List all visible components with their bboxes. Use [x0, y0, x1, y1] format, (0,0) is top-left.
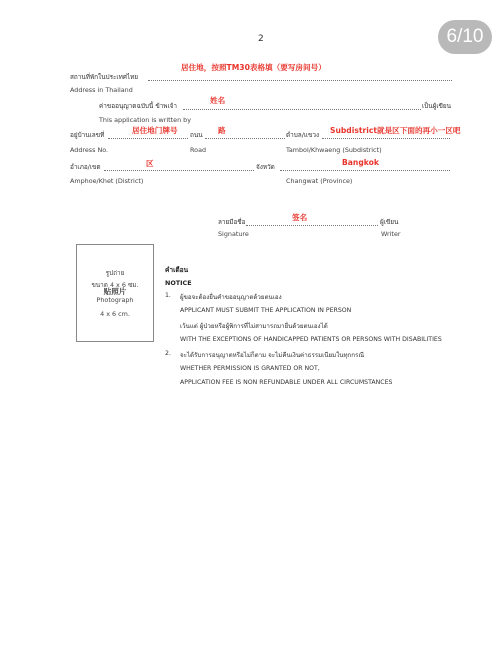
- photo-box[interactable]: [76, 244, 154, 342]
- notice-item-1-thai-line2: เว้นแต่ ผู้ป่วยหรือผู้พิการที่ไม่สามารถมายื่นด้วยตนเองได้: [180, 323, 328, 330]
- address-no-english-label: Address No.: [70, 146, 109, 154]
- province-annotation: Bangkok: [342, 158, 379, 167]
- notice-item-2-thai-line1: จะได้รับการอนุญาตหรือไม่ก็ตาม จะไม่คืนเงินค่าธรรมเนียมในทุกกรณี: [180, 352, 365, 359]
- applicant-thai-suffix: เป็นผู้เขียน: [422, 102, 452, 110]
- address-annotation: 居住地，按照TM30表格填（要写房间号）: [181, 63, 326, 72]
- writer-english-label: Writer: [381, 230, 401, 238]
- district-thai-label: อำเภอ/เขต: [70, 163, 101, 171]
- notice-item-2-english-line2: APPLICATION FEE IS NON REFUNDABLE UNDER ALL CIRCUMSTANCES: [180, 379, 393, 386]
- notice-item-1-english-line2: WITH THE EXCEPTIONS OF HANDICAPPED PATIENTS OR PERSONS WITH DISABILITIES: [180, 336, 442, 343]
- notice-english-title: NOTICE: [165, 279, 192, 287]
- signature-field-line[interactable]: [246, 225, 378, 226]
- house-no-field-line[interactable]: [108, 138, 188, 139]
- notice-item-2-english-line1: WHETHER PERMISSION IS GRANTED OR NOT,: [180, 365, 320, 372]
- writer-thai-label: ผู้เขียน: [380, 218, 399, 226]
- applicant-thai-prefix: ค่าขออนุญาตฉบับนี้ ข้าพเจ้า: [99, 102, 178, 110]
- road-thai-label: ถนน: [190, 131, 203, 139]
- applicant-english-label: This application is written by: [99, 116, 192, 124]
- road-annotation: 路: [218, 126, 226, 135]
- photo-annotation: 贴照片: [103, 287, 127, 296]
- notice-item-1-number: 1.: [165, 292, 171, 299]
- notice-item-1-english-line1: APPLICANT MUST SUBMIT THE APPLICATION IN PERSON: [180, 307, 352, 314]
- province-thai-label: จังหวัด: [256, 163, 275, 171]
- district-field-line[interactable]: [104, 170, 254, 171]
- photo-english-label: Photograph: [96, 296, 134, 304]
- road-field-line[interactable]: [205, 138, 285, 139]
- photo-thai-label: รูปถ่าย: [105, 269, 125, 277]
- notice-thai-title: คำเตือน: [165, 266, 189, 274]
- subdistrict-thai-label: ตำบล/แขวง: [286, 131, 320, 139]
- name-annotation: 姓名: [210, 96, 226, 105]
- signature-thai-label: ลายมือชื่อ: [218, 218, 246, 226]
- subdistrict-english-label: Tambol/Khwaeng (Subdistrict): [286, 146, 382, 154]
- district-english-label: Amphoe/Khet (District): [70, 177, 144, 185]
- slide-indicator-badge: 6/10: [438, 20, 492, 54]
- photo-english-size: 4 x 6 cm.: [100, 310, 130, 318]
- signature-english-label: Signature: [218, 230, 249, 238]
- subdistrict-annotation: Subdistrict就是区下面的再小一区吧: [330, 126, 461, 135]
- address-field-line[interactable]: [148, 80, 452, 81]
- address-english-label: Address in Thailand: [70, 86, 133, 94]
- signature-annotation: 签名: [292, 213, 308, 222]
- district-annotation: 区: [146, 159, 154, 168]
- notice-item-2-number: 2.: [165, 350, 171, 357]
- subdistrict-field-line[interactable]: [322, 138, 450, 139]
- address-thai-label: สถานที่พักในประเทศไทย: [70, 73, 139, 81]
- page-number: 2: [258, 34, 264, 44]
- notice-item-1-thai-line1: ผู้ขอจะต้องยื่นคำขออนุญาตด้วยตนเอง: [180, 294, 282, 301]
- province-field-line[interactable]: [280, 170, 450, 171]
- applicant-name-field-line[interactable]: [183, 109, 421, 110]
- house-no-annotation: 居住地门牌号: [132, 126, 178, 135]
- photo-thai-size: ขนาด 4 x 6 ซม.: [91, 281, 139, 289]
- road-english-label: Road: [190, 146, 207, 154]
- house-no-thai-label: อยู่บ้านเลขที่: [70, 131, 105, 139]
- province-english-label: Changwat (Province): [286, 177, 353, 185]
